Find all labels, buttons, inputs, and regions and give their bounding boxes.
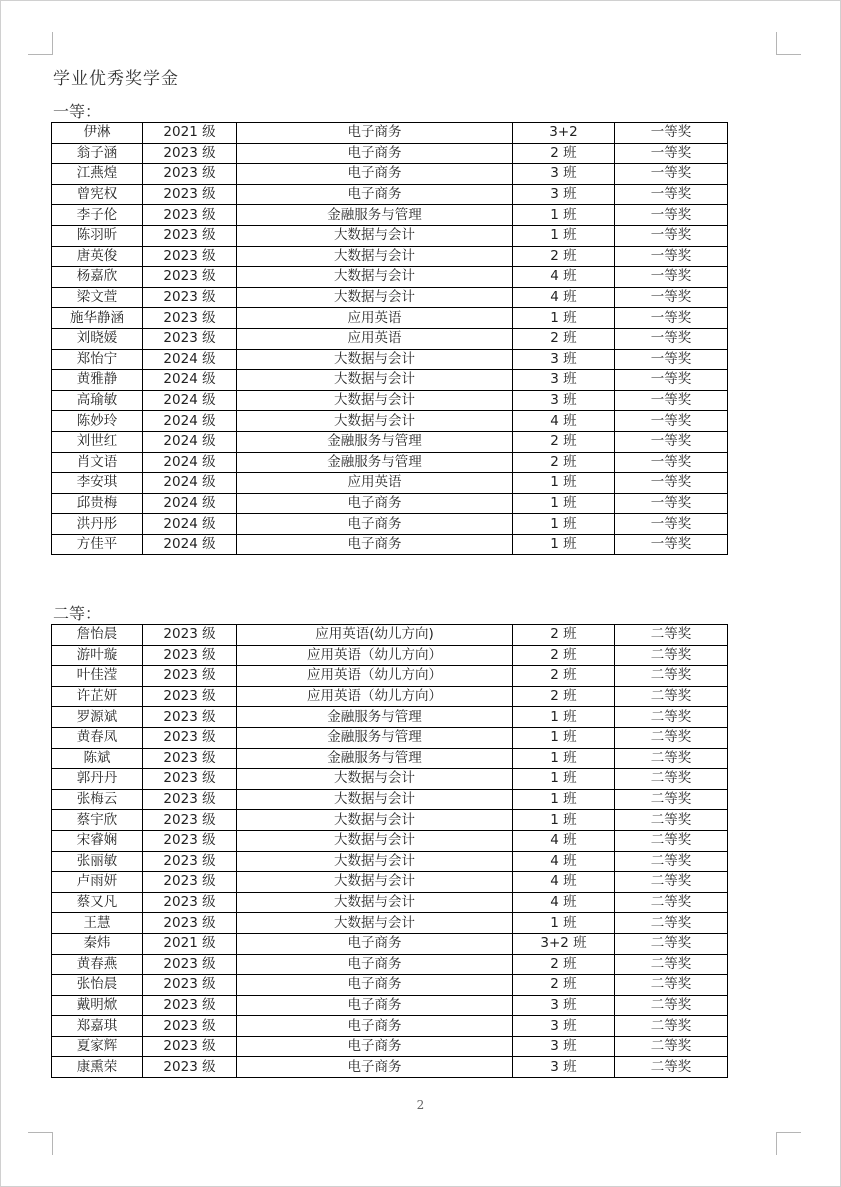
award-cell: 一等奖 [615, 308, 728, 329]
grade-cell: 2023 级 [143, 769, 237, 790]
table-row [52, 913, 728, 934]
table-row [52, 143, 728, 164]
major-cell: 大数据与会计 [237, 370, 513, 391]
table-row [52, 666, 728, 687]
major-cell: 电子商务 [237, 164, 513, 185]
award-cell: 一等奖 [615, 493, 728, 514]
margin-corner-mark [28, 32, 53, 55]
table-row [52, 328, 728, 349]
award-cell: 二等奖 [615, 954, 728, 975]
class-cell: 4 班 [513, 267, 615, 288]
major-cell: 电子商务 [237, 534, 513, 555]
grade-cell: 2021 级 [143, 123, 237, 144]
grade-cell: 2023 级 [143, 975, 237, 996]
award-cell: 一等奖 [615, 349, 728, 370]
class-cell: 4 班 [513, 411, 615, 432]
award-cell: 一等奖 [615, 328, 728, 349]
table-row [52, 308, 728, 329]
major-cell: 大数据与会计 [237, 769, 513, 790]
student-name-cell: 高瑜敏 [52, 390, 143, 411]
student-name-cell: 方佳平 [52, 534, 143, 555]
award-cell: 二等奖 [615, 707, 728, 728]
award-cell: 二等奖 [615, 769, 728, 790]
table-row [52, 246, 728, 267]
grade-cell: 2023 级 [143, 267, 237, 288]
grade-cell: 2024 级 [143, 370, 237, 391]
student-name-cell: 曾宪权 [52, 184, 143, 205]
major-cell: 大数据与会计 [237, 810, 513, 831]
table-row [52, 748, 728, 769]
class-cell: 1 班 [513, 789, 615, 810]
class-cell: 3 班 [513, 1036, 615, 1057]
document-title: 学业优秀奖学金 [53, 69, 179, 89]
major-cell: 大数据与会计 [237, 287, 513, 308]
award-cell: 一等奖 [615, 534, 728, 555]
grade-cell: 2023 级 [143, 666, 237, 687]
grade-cell: 2023 级 [143, 308, 237, 329]
award-cell: 一等奖 [615, 431, 728, 452]
class-cell: 4 班 [513, 851, 615, 872]
table-row [52, 1057, 728, 1078]
class-cell: 3+2 [513, 123, 615, 144]
class-cell: 1 班 [513, 473, 615, 494]
grade-cell: 2023 级 [143, 913, 237, 934]
award-cell: 一等奖 [615, 287, 728, 308]
grade-cell: 2023 级 [143, 287, 237, 308]
student-name-cell: 戴明焮 [52, 995, 143, 1016]
student-name-cell: 张梅云 [52, 789, 143, 810]
class-cell: 3 班 [513, 390, 615, 411]
award-cell: 二等奖 [615, 666, 728, 687]
student-name-cell: 李安琪 [52, 473, 143, 494]
table-row [52, 707, 728, 728]
student-name-cell: 肖文语 [52, 452, 143, 473]
table-row [52, 975, 728, 996]
grade-cell: 2023 级 [143, 707, 237, 728]
major-cell: 应用英语 [237, 308, 513, 329]
table-row [52, 645, 728, 666]
table-row [52, 851, 728, 872]
major-cell: 金融服务与管理 [237, 707, 513, 728]
class-cell: 1 班 [513, 707, 615, 728]
class-cell: 2 班 [513, 625, 615, 646]
table-row [52, 810, 728, 831]
major-cell: 大数据与会计 [237, 851, 513, 872]
grade-cell: 2023 级 [143, 225, 237, 246]
table-row [52, 954, 728, 975]
table-row [52, 686, 728, 707]
margin-corner-mark [776, 1132, 801, 1155]
major-cell: 应用英语(幼儿方向) [237, 625, 513, 646]
student-name-cell: 邱贵梅 [52, 493, 143, 514]
major-cell: 大数据与会计 [237, 789, 513, 810]
student-name-cell: 刘世红 [52, 431, 143, 452]
student-name-cell: 陈羽昕 [52, 225, 143, 246]
student-name-cell: 康熏荣 [52, 1057, 143, 1078]
grade-cell: 2024 级 [143, 473, 237, 494]
award-cell: 一等奖 [615, 225, 728, 246]
student-name-cell: 杨嘉欣 [52, 267, 143, 288]
grade-cell: 2024 级 [143, 534, 237, 555]
class-cell: 1 班 [513, 748, 615, 769]
table-row [52, 411, 728, 432]
student-name-cell: 郭丹丹 [52, 769, 143, 790]
award-cell: 二等奖 [615, 789, 728, 810]
student-name-cell: 夏家辉 [52, 1036, 143, 1057]
grade-cell: 2024 级 [143, 390, 237, 411]
table-row [52, 370, 728, 391]
award-cell: 一等奖 [615, 514, 728, 535]
award-cell: 二等奖 [615, 645, 728, 666]
student-name-cell: 张丽敏 [52, 851, 143, 872]
student-name-cell: 翁子涵 [52, 143, 143, 164]
award-cell: 二等奖 [615, 810, 728, 831]
grade-cell: 2023 级 [143, 328, 237, 349]
table-row [52, 514, 728, 535]
student-name-cell: 蔡宇欣 [52, 810, 143, 831]
grade-cell: 2023 级 [143, 851, 237, 872]
margin-corner-mark [776, 32, 801, 55]
award-cell: 二等奖 [615, 975, 728, 996]
student-name-cell: 黄雅静 [52, 370, 143, 391]
major-cell: 金融服务与管理 [237, 748, 513, 769]
table-row [52, 1016, 728, 1037]
class-cell: 2 班 [513, 452, 615, 473]
award-cell: 一等奖 [615, 205, 728, 226]
award-cell: 二等奖 [615, 892, 728, 913]
class-cell: 3+2 班 [513, 933, 615, 954]
class-cell: 4 班 [513, 872, 615, 893]
award-cell: 一等奖 [615, 267, 728, 288]
major-cell: 大数据与会计 [237, 892, 513, 913]
student-name-cell: 梁文萱 [52, 287, 143, 308]
major-cell: 大数据与会计 [237, 913, 513, 934]
award-cell: 一等奖 [615, 473, 728, 494]
grade-cell: 2024 级 [143, 514, 237, 535]
class-cell: 2 班 [513, 246, 615, 267]
award-cell: 二等奖 [615, 1016, 728, 1037]
class-cell: 2 班 [513, 645, 615, 666]
class-cell: 3 班 [513, 995, 615, 1016]
table-row [52, 390, 728, 411]
grade-cell: 2024 级 [143, 431, 237, 452]
margin-corner-mark [28, 1132, 53, 1155]
class-cell: 2 班 [513, 431, 615, 452]
major-cell: 金融服务与管理 [237, 431, 513, 452]
award-cell: 二等奖 [615, 1036, 728, 1057]
award-cell: 一等奖 [615, 390, 728, 411]
grade-cell: 2023 级 [143, 748, 237, 769]
student-name-cell: 王慧 [52, 913, 143, 934]
table-row [52, 205, 728, 226]
award-cell: 二等奖 [615, 933, 728, 954]
award-cell: 一等奖 [615, 411, 728, 432]
table-row [52, 184, 728, 205]
table-row [52, 933, 728, 954]
table-row [52, 431, 728, 452]
grade-cell: 2023 级 [143, 872, 237, 893]
table-row [52, 995, 728, 1016]
grade-cell: 2023 级 [143, 810, 237, 831]
award-cell: 二等奖 [615, 913, 728, 934]
table-row [52, 123, 728, 144]
major-cell: 应用英语（幼儿方向） [237, 686, 513, 707]
class-cell: 1 班 [513, 493, 615, 514]
section-heading-first-class: 一等： [53, 102, 102, 121]
class-cell: 1 班 [513, 769, 615, 790]
award-cell: 一等奖 [615, 123, 728, 144]
award-cell: 一等奖 [615, 184, 728, 205]
class-cell: 2 班 [513, 954, 615, 975]
award-cell: 二等奖 [615, 1057, 728, 1078]
major-cell: 电子商务 [237, 184, 513, 205]
award-cell: 一等奖 [615, 452, 728, 473]
class-cell: 2 班 [513, 143, 615, 164]
class-cell: 3 班 [513, 164, 615, 185]
table-row [52, 830, 728, 851]
table-row [52, 892, 728, 913]
grade-cell: 2023 级 [143, 205, 237, 226]
student-name-cell: 秦炜 [52, 933, 143, 954]
student-name-cell: 罗源斌 [52, 707, 143, 728]
grade-cell: 2024 级 [143, 411, 237, 432]
page-number: 2 [416, 1098, 425, 1112]
major-cell: 大数据与会计 [237, 830, 513, 851]
class-cell: 1 班 [513, 225, 615, 246]
major-cell: 应用英语 [237, 473, 513, 494]
class-cell: 3 班 [513, 1016, 615, 1037]
class-cell: 3 班 [513, 370, 615, 391]
major-cell: 应用英语 [237, 328, 513, 349]
class-cell: 1 班 [513, 913, 615, 934]
table-row [52, 267, 728, 288]
class-cell: 2 班 [513, 666, 615, 687]
grade-cell: 2023 级 [143, 164, 237, 185]
major-cell: 大数据与会计 [237, 411, 513, 432]
student-name-cell: 宋睿娴 [52, 830, 143, 851]
grade-cell: 2024 级 [143, 349, 237, 370]
class-cell: 1 班 [513, 727, 615, 748]
student-name-cell: 陈妙玲 [52, 411, 143, 432]
major-cell: 电子商务 [237, 1016, 513, 1037]
class-cell: 2 班 [513, 328, 615, 349]
grade-cell: 2023 级 [143, 645, 237, 666]
class-cell: 3 班 [513, 184, 615, 205]
table-row [52, 534, 728, 555]
class-cell: 1 班 [513, 308, 615, 329]
grade-cell: 2021 级 [143, 933, 237, 954]
major-cell: 应用英语（幼儿方向） [237, 666, 513, 687]
major-cell: 大数据与会计 [237, 349, 513, 370]
student-name-cell: 詹怡晨 [52, 625, 143, 646]
student-name-cell: 郑怡宁 [52, 349, 143, 370]
award-cell: 一等奖 [615, 370, 728, 391]
award-cell: 二等奖 [615, 872, 728, 893]
grade-cell: 2023 级 [143, 625, 237, 646]
student-name-cell: 蔡又凡 [52, 892, 143, 913]
table-row [52, 473, 728, 494]
student-name-cell: 唐英俊 [52, 246, 143, 267]
grade-cell: 2023 级 [143, 246, 237, 267]
student-name-cell: 李子伦 [52, 205, 143, 226]
class-cell: 2 班 [513, 975, 615, 996]
major-cell: 电子商务 [237, 143, 513, 164]
grade-cell: 2023 级 [143, 1016, 237, 1037]
award-cell: 二等奖 [615, 851, 728, 872]
class-cell: 4 班 [513, 830, 615, 851]
grade-cell: 2023 级 [143, 686, 237, 707]
major-cell: 电子商务 [237, 1036, 513, 1057]
award-cell: 二等奖 [615, 830, 728, 851]
class-cell: 1 班 [513, 534, 615, 555]
major-cell: 电子商务 [237, 975, 513, 996]
major-cell: 大数据与会计 [237, 246, 513, 267]
major-cell: 电子商务 [237, 1057, 513, 1078]
class-cell: 1 班 [513, 205, 615, 226]
major-cell: 电子商务 [237, 933, 513, 954]
award-cell: 二等奖 [615, 625, 728, 646]
grade-cell: 2023 级 [143, 789, 237, 810]
grade-cell: 2023 级 [143, 143, 237, 164]
award-cell: 一等奖 [615, 164, 728, 185]
award-cell: 二等奖 [615, 748, 728, 769]
table-row [52, 225, 728, 246]
grade-cell: 2023 级 [143, 1036, 237, 1057]
table-row [52, 164, 728, 185]
second-class-award-table [51, 624, 728, 1078]
student-name-cell: 江燕煌 [52, 164, 143, 185]
award-cell: 一等奖 [615, 246, 728, 267]
student-name-cell: 伊淋 [52, 123, 143, 144]
student-name-cell: 刘晓媛 [52, 328, 143, 349]
major-cell: 金融服务与管理 [237, 205, 513, 226]
student-name-cell: 卢雨妍 [52, 872, 143, 893]
class-cell: 4 班 [513, 287, 615, 308]
major-cell: 大数据与会计 [237, 225, 513, 246]
table-row [52, 452, 728, 473]
award-cell: 二等奖 [615, 727, 728, 748]
major-cell: 电子商务 [237, 123, 513, 144]
table-row [52, 493, 728, 514]
student-name-cell: 游叶璇 [52, 645, 143, 666]
student-name-cell: 施华静涵 [52, 308, 143, 329]
table-row [52, 727, 728, 748]
major-cell: 电子商务 [237, 995, 513, 1016]
table-row [52, 625, 728, 646]
major-cell: 电子商务 [237, 954, 513, 975]
major-cell: 大数据与会计 [237, 390, 513, 411]
class-cell: 2 班 [513, 686, 615, 707]
student-name-cell: 郑嘉琪 [52, 1016, 143, 1037]
award-cell: 二等奖 [615, 686, 728, 707]
section-heading-second-class: 二等： [53, 604, 102, 623]
class-cell: 1 班 [513, 514, 615, 535]
major-cell: 大数据与会计 [237, 872, 513, 893]
grade-cell: 2023 级 [143, 995, 237, 1016]
major-cell: 电子商务 [237, 493, 513, 514]
first-class-award-table [51, 122, 728, 555]
student-name-cell: 黄春燕 [52, 954, 143, 975]
major-cell: 金融服务与管理 [237, 452, 513, 473]
class-cell: 3 班 [513, 349, 615, 370]
student-name-cell: 洪丹彤 [52, 514, 143, 535]
grade-cell: 2023 级 [143, 954, 237, 975]
table-row [52, 769, 728, 790]
grade-cell: 2023 级 [143, 892, 237, 913]
major-cell: 电子商务 [237, 514, 513, 535]
table-row [52, 287, 728, 308]
major-cell: 大数据与会计 [237, 267, 513, 288]
grade-cell: 2023 级 [143, 727, 237, 748]
student-name-cell: 陈斌 [52, 748, 143, 769]
student-name-cell: 张怡晨 [52, 975, 143, 996]
grade-cell: 2023 级 [143, 184, 237, 205]
table-row [52, 1036, 728, 1057]
table-row [52, 872, 728, 893]
student-name-cell: 许芷妍 [52, 686, 143, 707]
class-cell: 3 班 [513, 1057, 615, 1078]
grade-cell: 2023 级 [143, 830, 237, 851]
award-cell: 一等奖 [615, 143, 728, 164]
student-name-cell: 黄春凤 [52, 727, 143, 748]
major-cell: 金融服务与管理 [237, 727, 513, 748]
class-cell: 4 班 [513, 892, 615, 913]
table-row [52, 349, 728, 370]
grade-cell: 2024 级 [143, 493, 237, 514]
table-row [52, 789, 728, 810]
student-name-cell: 叶佳滢 [52, 666, 143, 687]
major-cell: 应用英语（幼儿方向） [237, 645, 513, 666]
award-cell: 二等奖 [615, 995, 728, 1016]
class-cell: 1 班 [513, 810, 615, 831]
grade-cell: 2023 级 [143, 1057, 237, 1078]
grade-cell: 2024 级 [143, 452, 237, 473]
